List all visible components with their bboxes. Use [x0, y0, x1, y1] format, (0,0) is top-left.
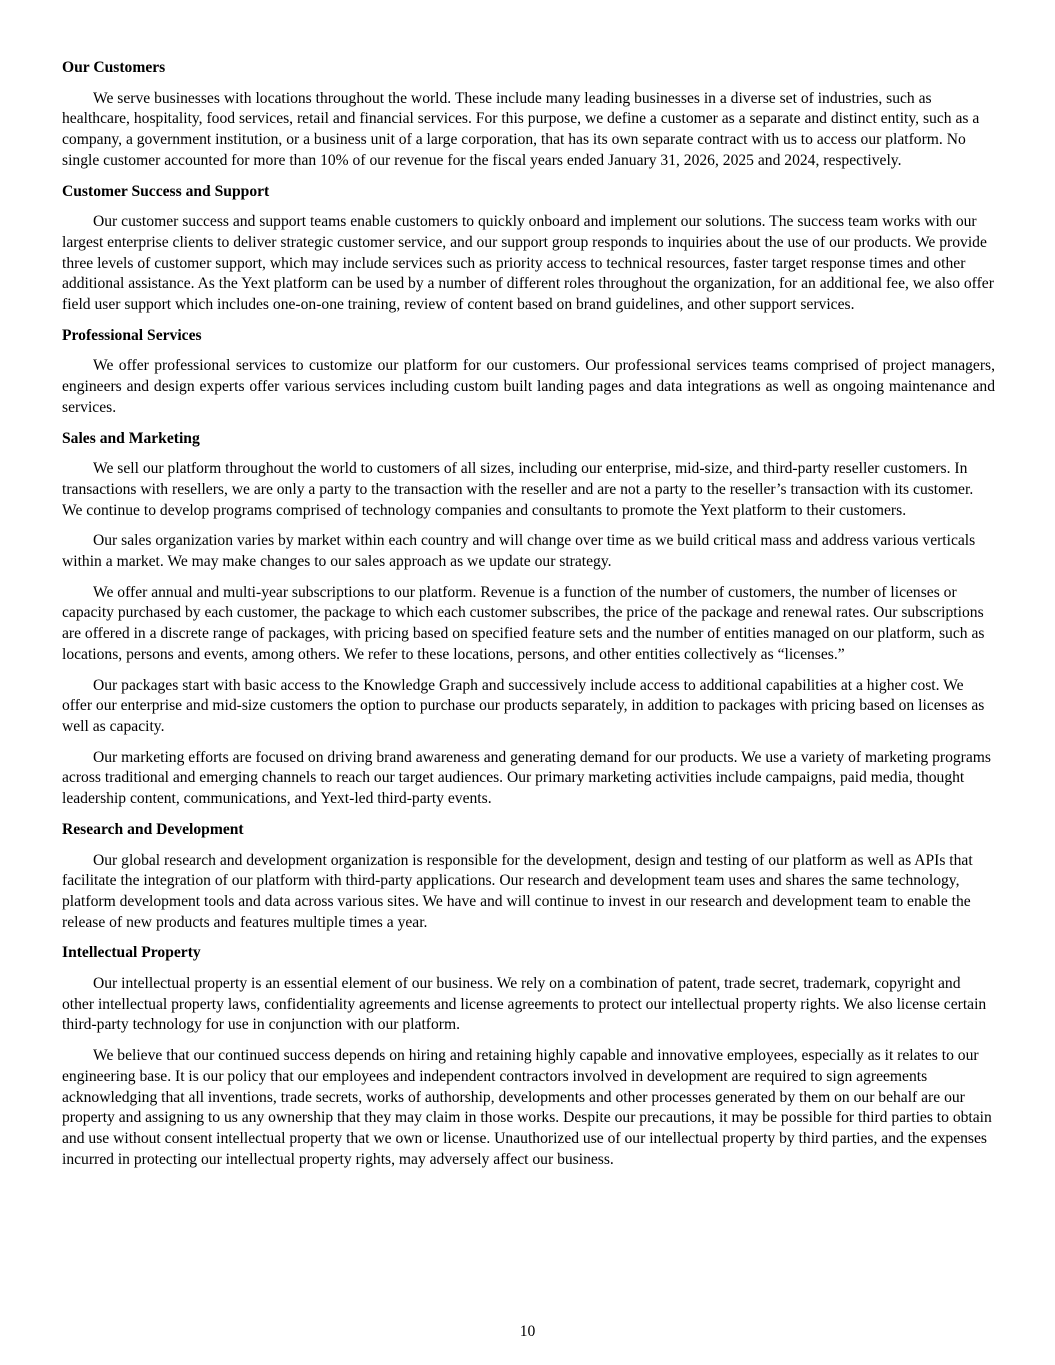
section-sales-and-marketing — [62, 429, 995, 810]
page-number: 10 — [519, 1323, 536, 1340]
paragraph: Our packages start with basic access to the Knowledge Graph and successively include access to additional capabilities at a higher cost. We offer our enterprise and mid-size customers the option to purchase our products separately, in addition to packages with pricing based on licenses as well as capacity. — [62, 676, 985, 735]
paragraph: We offer professional services to customize our platform for our customers. Our professional services teams comprised of project managers, engineers and design experts offer various services including custom built landing pages and data integrations as well as ongoing maintenance and services. — [62, 357, 995, 416]
section-customer-success-and-support — [62, 182, 995, 316]
section-research-and-development — [62, 820, 995, 934]
section-heading: Professional Services — [62, 326, 202, 344]
paragraph: We believe that our continued success depends on hiring and retaining highly capable and innovative employees, especially as it relates to our engineering base. It is our policy that our employees and independent contractors involved in development are required to sign agreements acknowledging that all inventions, trade secrets, works of authorship, developments and other processes generated by them on our behalf are our property and assigning to us any ownership that they may claim in those works. Despite our precautions, it may be possible for third parties to obtain and use without consent intellectual property that we own or license. Unauthorized use of our intellectual property by third parties, and the expenses incurred in protecting our intellectual property rights, may adversely affect our business. — [62, 1047, 992, 1168]
section-professional-services — [62, 326, 995, 419]
paragraph: Our marketing efforts are focused on driving brand awareness and generating demand for our products. We use a variety of marketing programs across traditional and emerging channels to reach our target audiences. Our primary marketing activities include campaigns, paid media, thought leadership content, communications, and Yext-led third-party events. — [62, 748, 991, 808]
section-heading: Our Customers — [62, 59, 166, 76]
paragraph: We serve businesses with locations throughout the world. These include many leading businesses in a diverse set of industries, such as healthcare, hospitality, food services, retail and financial services. For this purpose, we define a customer as a separate and distinct entity, such as a company, a government institution, or a business unit of a large corporation, that has its own separate contract with us to access our platform. No single customer accounted for more than 10% of our revenue for the fiscal years ended January 31, 2026, 2025 and 2024, respectively. — [62, 89, 980, 169]
section-intellectual-property — [62, 943, 995, 1170]
section-heading: Research and Development — [62, 820, 244, 838]
section-heading: Sales and Marketing — [62, 429, 200, 447]
document-page — [62, 58, 995, 1180]
paragraph: Our sales organization varies by market within each country and will change over time as we build critical mass and address various verticals within a market. We may make changes to our sales approach as we update our strategy. — [62, 532, 976, 571]
paragraph: We offer annual and multi-year subscriptions to our platform. Revenue is a function of the number of customers, the number of licenses or capacity purchased by each customer, the package to which each customer subscribes, the price of the package and renewal rates. Our subscriptions are offered in a discrete range of packages, with pricing based on specified feature sets and the number of entities managed on our platform, such as locations, persons and events, among others. We refer to these locations, persons, and other entities collectively as “licenses.” — [62, 583, 985, 663]
section-heading: Customer Success and Support — [62, 182, 270, 200]
paragraph: We sell our platform throughout the world to customers of all sizes, including our enterprise, mid-size, and third-party reseller customers. In transactions with resellers, we are only a party to the transaction with the reseller and are not a party to the reseller’s transaction with its customer. We continue to develop programs comprised of technology companies and consultants to promote the Yext platform to their customers. — [62, 460, 974, 519]
section-heading: Intellectual Property — [62, 944, 201, 962]
paragraph: Our global research and development organization is responsible for the development, design and testing of our platform as well as APIs that facilitate the integration of our platform with third-party applications. Our research and development team uses and shares the same technology, platform development tools and data across various sites. We have and will continue to invest in our research and development team to enable the release of new products and features multiple times a year. — [62, 851, 973, 931]
paragraph: Our customer success and support teams enable customers to quickly onboard and implement our solutions. The success team works with our largest enterprise clients to deliver strategic customer service, and our support group responds to inquiries about the use of our products. We provide three levels of customer support, which may include services such as priority access to technical resources, faster target response times and other additional assistance. As the Yext platform can be used by a number of different roles throughout the organization, for an additional fee, we also offer field user support which includes one-on-one training, review of content based on brand guidelines, and other support services. — [62, 213, 994, 314]
paragraph: Our intellectual property is an essential element of our business. We rely on a combination of patent, trade secret, trademark, copyright and other intellectual property laws, confidentiality agreements and license agreements to protect our intellectual property rights. We also license certain third-party technology for use in conjunction with our platform. — [62, 975, 987, 1034]
section-our-customers — [62, 58, 995, 172]
